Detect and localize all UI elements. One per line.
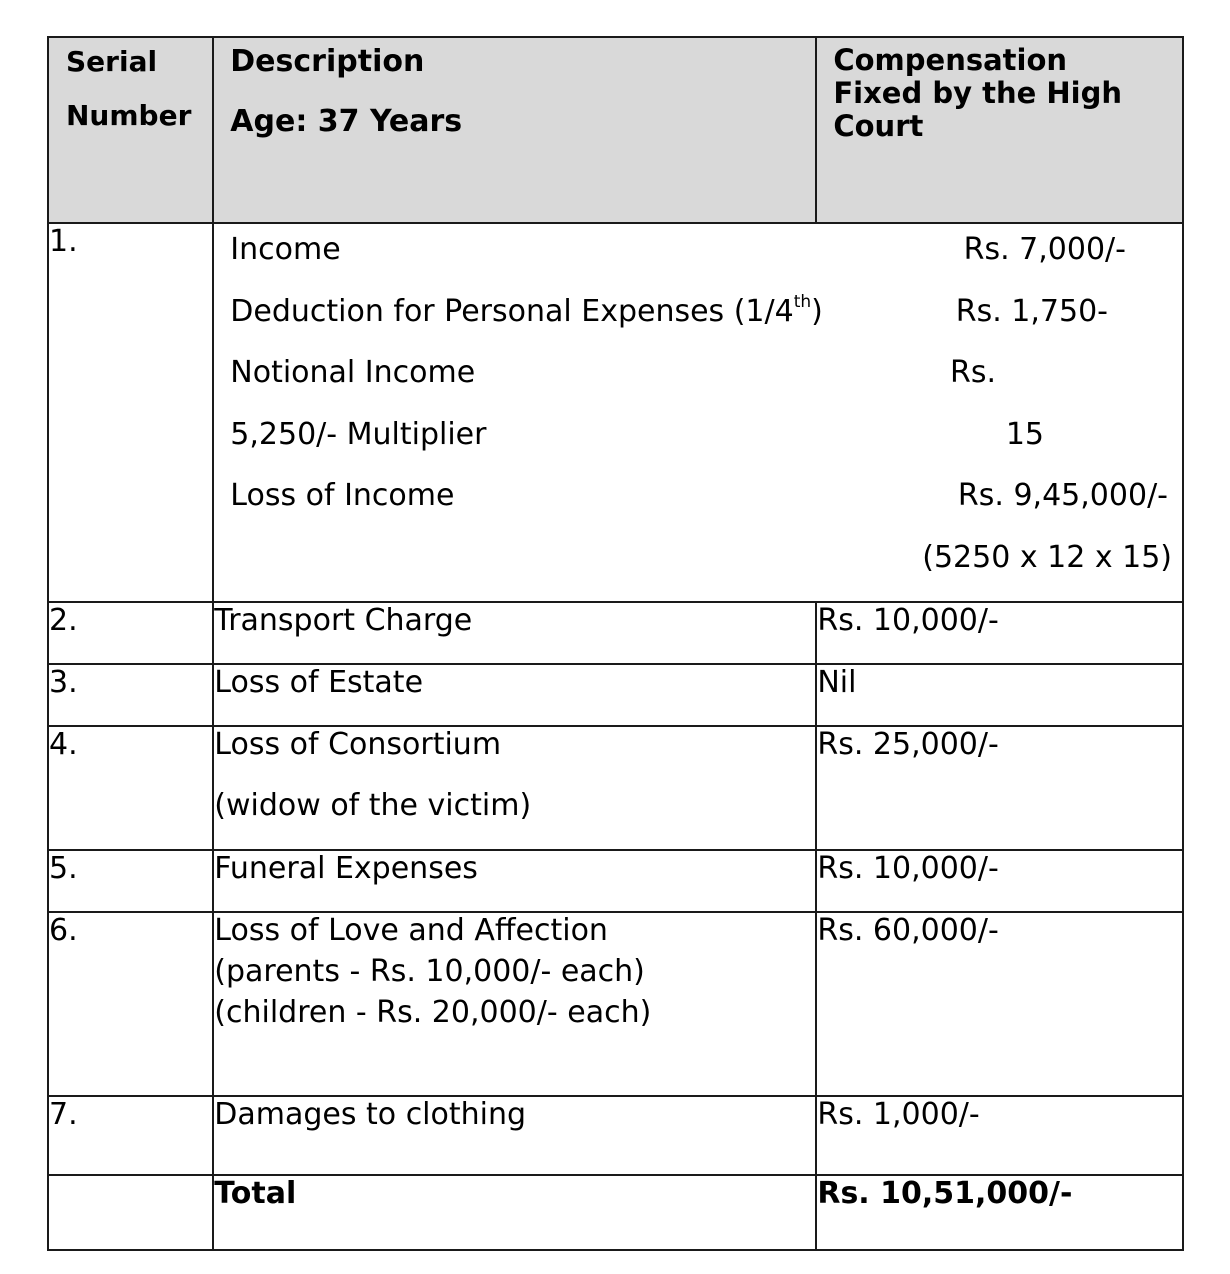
header-compensation bbox=[816, 37, 1183, 223]
deduction-label-superscript: th bbox=[793, 291, 812, 312]
amount-cell: Rs. 60,000/- bbox=[816, 912, 1183, 1096]
serial-cell: 6. bbox=[48, 912, 213, 1096]
description-line: (widow of the victim) bbox=[214, 788, 532, 823]
loss-of-income-line bbox=[214, 478, 1182, 540]
income-value: Rs. 7,000/- bbox=[963, 232, 1126, 267]
description-line: Loss of Love and Affection bbox=[214, 913, 608, 948]
serial-cell: 1. bbox=[48, 223, 213, 602]
amount-cell: Rs. 1,000/- bbox=[816, 1096, 1183, 1175]
loss-of-income-formula-line bbox=[214, 540, 1182, 602]
amount-cell: Rs. 10,000/- bbox=[816, 850, 1183, 912]
serial-cell: 7. bbox=[48, 1096, 213, 1175]
description-cell: Transport Charge bbox=[213, 602, 816, 664]
table-row bbox=[48, 850, 1183, 912]
description-line: Loss of Consortium bbox=[214, 727, 502, 762]
amount-cell: Nil bbox=[816, 664, 1183, 726]
amount-cell: Rs. 10,000/- bbox=[816, 602, 1183, 664]
header-description-label: Description bbox=[230, 44, 425, 79]
description-cell bbox=[213, 912, 816, 1096]
notional-income-value: Rs. bbox=[949, 355, 996, 390]
serial-cell: 4. bbox=[48, 726, 213, 850]
total-label: Total bbox=[213, 1175, 816, 1250]
header-description bbox=[213, 37, 816, 223]
deduction-label-end: ) bbox=[811, 293, 823, 329]
header-row bbox=[48, 37, 1183, 223]
description-line: (children - Rs. 20,000/- each) bbox=[214, 995, 652, 1030]
deduction-label-text: Deduction for Personal Expenses (1/4 bbox=[230, 293, 794, 329]
table-row bbox=[48, 912, 1183, 1096]
deduction-label bbox=[230, 291, 823, 330]
description-cell: Loss of Estate bbox=[213, 664, 816, 726]
total-amount: Rs. 10,51,000/- bbox=[816, 1175, 1183, 1250]
serial-cell: 5. bbox=[48, 850, 213, 912]
amount-cell: Rs. 25,000/- bbox=[816, 726, 1183, 850]
notional-income-line bbox=[214, 355, 1182, 417]
description-cell bbox=[213, 726, 816, 850]
deduction-value: Rs. 1,750- bbox=[955, 293, 1108, 329]
deduction-line bbox=[214, 291, 1182, 356]
description-cell: Damages to clothing bbox=[213, 1096, 816, 1175]
table-row-income bbox=[48, 223, 1183, 602]
header-number-line: Number bbox=[66, 99, 192, 132]
loss-of-income-value: Rs. 9,45,000/- bbox=[957, 478, 1168, 513]
table-row bbox=[48, 602, 1183, 664]
header-serial-line: Serial bbox=[66, 45, 158, 78]
notional-income-label: Notional Income bbox=[230, 355, 476, 390]
multiplier-line bbox=[214, 417, 1182, 479]
multiplier-value: 15 bbox=[1005, 416, 1044, 452]
income-computation-cell bbox=[213, 223, 1183, 602]
total-row bbox=[48, 1175, 1183, 1250]
description-cell: Funeral Expenses bbox=[213, 850, 816, 912]
serial-cell: 2. bbox=[48, 602, 213, 664]
header-compensation-line1: Compensation bbox=[833, 43, 1068, 77]
header-compensation-line3: Court bbox=[833, 109, 924, 143]
serial-cell bbox=[48, 1175, 213, 1250]
table-row bbox=[48, 664, 1183, 726]
description-line: (parents - Rs. 10,000/- each) bbox=[214, 954, 645, 989]
multiplier-label: 5,250/- Multiplier bbox=[230, 416, 487, 452]
loss-of-income-label: Loss of Income bbox=[230, 478, 455, 513]
income-label: Income bbox=[230, 232, 341, 267]
table-row bbox=[48, 726, 1183, 850]
serial-cell: 3. bbox=[48, 664, 213, 726]
header-compensation-line2: Fixed by the High bbox=[833, 76, 1122, 110]
table-row bbox=[48, 1096, 1183, 1175]
header-age: Age: 37 Years bbox=[230, 104, 463, 139]
header-serial-number bbox=[48, 37, 213, 223]
income-line bbox=[214, 232, 1182, 294]
loss-of-income-formula: (5250 x 12 x 15) bbox=[922, 539, 1172, 575]
compensation-table bbox=[47, 36, 1184, 1251]
